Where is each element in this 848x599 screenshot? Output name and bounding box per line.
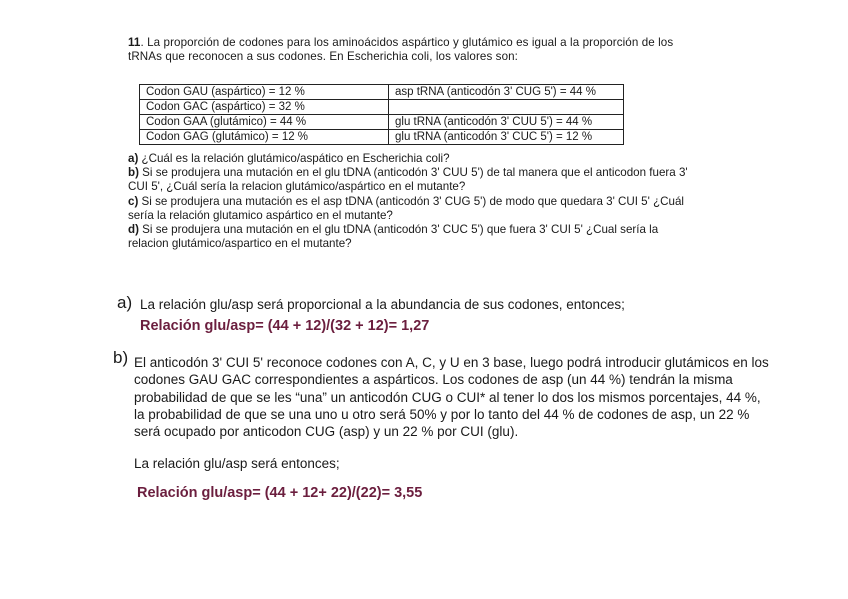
question-item: [128, 152, 688, 166]
problem-text: . La proporción de codones para los aminoácidos aspártico y glutámico es igual a la proporción de los tRNAs que reconocen a sus codones. En Escherichia coli, los valores son:: [128, 36, 674, 63]
question-text: ¿Cuál es la relación glutámico/aspático en Escherichia coli?: [138, 152, 450, 165]
question-label: d): [128, 223, 139, 237]
table-cell: Codon GAG (glutámico) = 12 %: [140, 130, 389, 145]
table-cell: Codon GAA (glutámico) = 44 %: [140, 115, 389, 130]
question-item: [128, 223, 688, 251]
answer-a-letter: a): [117, 293, 133, 312]
question-label: b): [128, 166, 139, 180]
table-cell: glu tRNA (anticodón 3' CUC 5') = 12 %: [389, 130, 624, 145]
question-text: Si se produjera una mutación en el glu tDNA (anticodón 3' CUC 5') que fuera 3' CUI 5' ¿Cual sería la relacion glutámico/aspartico en el mutante?: [128, 223, 659, 251]
question-text: Si se produjera una mutación es el asp tDNA (anticodón 3' CUG 5') de modo que quedara 3' CUI 5' ¿Cuál sería la relación glutamico aspártico en el mutante?: [128, 194, 684, 222]
answer-b-text: El anticodón 3' CUI 5' reconoce codones con A, C, y U en 3 base, luego podrá introducir glutámicos en los codones GAU GAC correspondientes a aspárticos. Los codones de asp (un 44 %) tendrán la misma probabilidad de que se les “una” un anticodón CUG o CUI* al tener lo dos los mismos porcentajes, 44 %, la probabilidad de que se una uno u otro será 50% y por lo tanto del 44 % de codones de asp, un 22 % será ocupado por anticodon CUG (asp) y un 22 % por CUI (glu).: [134, 355, 769, 440]
table-row: [140, 130, 624, 145]
answer-b-ratio-intro: La relación glu/asp será entonces;: [134, 456, 340, 471]
question-item: [128, 166, 688, 194]
question-label: a): [128, 152, 139, 165]
question-text: Si se produjera una mutación en el glu tDNA (anticodón 3' CUU 5') de tal manera que el anticodon fuera 3' CUI 5', ¿Cuál sería la relacion glutámico/aspártico en el mutante?: [128, 166, 688, 194]
problem-statement: [128, 36, 698, 64]
table-cell: Codon GAU (aspártico) = 12 %: [140, 85, 389, 100]
table-cell: asp tRNA (anticodón 3' CUG 5') = 44 %: [389, 85, 624, 100]
problem-number: 11: [128, 36, 141, 49]
question-item: [128, 195, 688, 223]
table-cell: [389, 100, 624, 115]
table-cell: glu tRNA (anticodón 3' CUU 5') = 44 %: [389, 115, 624, 130]
answer-a-text: La relación glu/asp será proporcional a la abundancia de sus codones, entonces;: [140, 297, 625, 312]
answer-a-result: Relación glu/asp= (44 + 12)/(32 + 12)= 1,27: [140, 318, 430, 334]
answer-b-result: Relación glu/asp= (44 + 12+ 22)/(22)= 3,55: [137, 485, 423, 501]
table-row: [140, 115, 624, 130]
table-cell: Codon GAC (aspártico) = 32 %: [140, 100, 389, 115]
table-row: [140, 100, 624, 115]
question-list: [128, 152, 688, 251]
answer-b-letter: b): [113, 348, 129, 367]
table-row: [140, 85, 624, 100]
question-label: c): [128, 194, 139, 208]
codon-table: [139, 84, 624, 145]
